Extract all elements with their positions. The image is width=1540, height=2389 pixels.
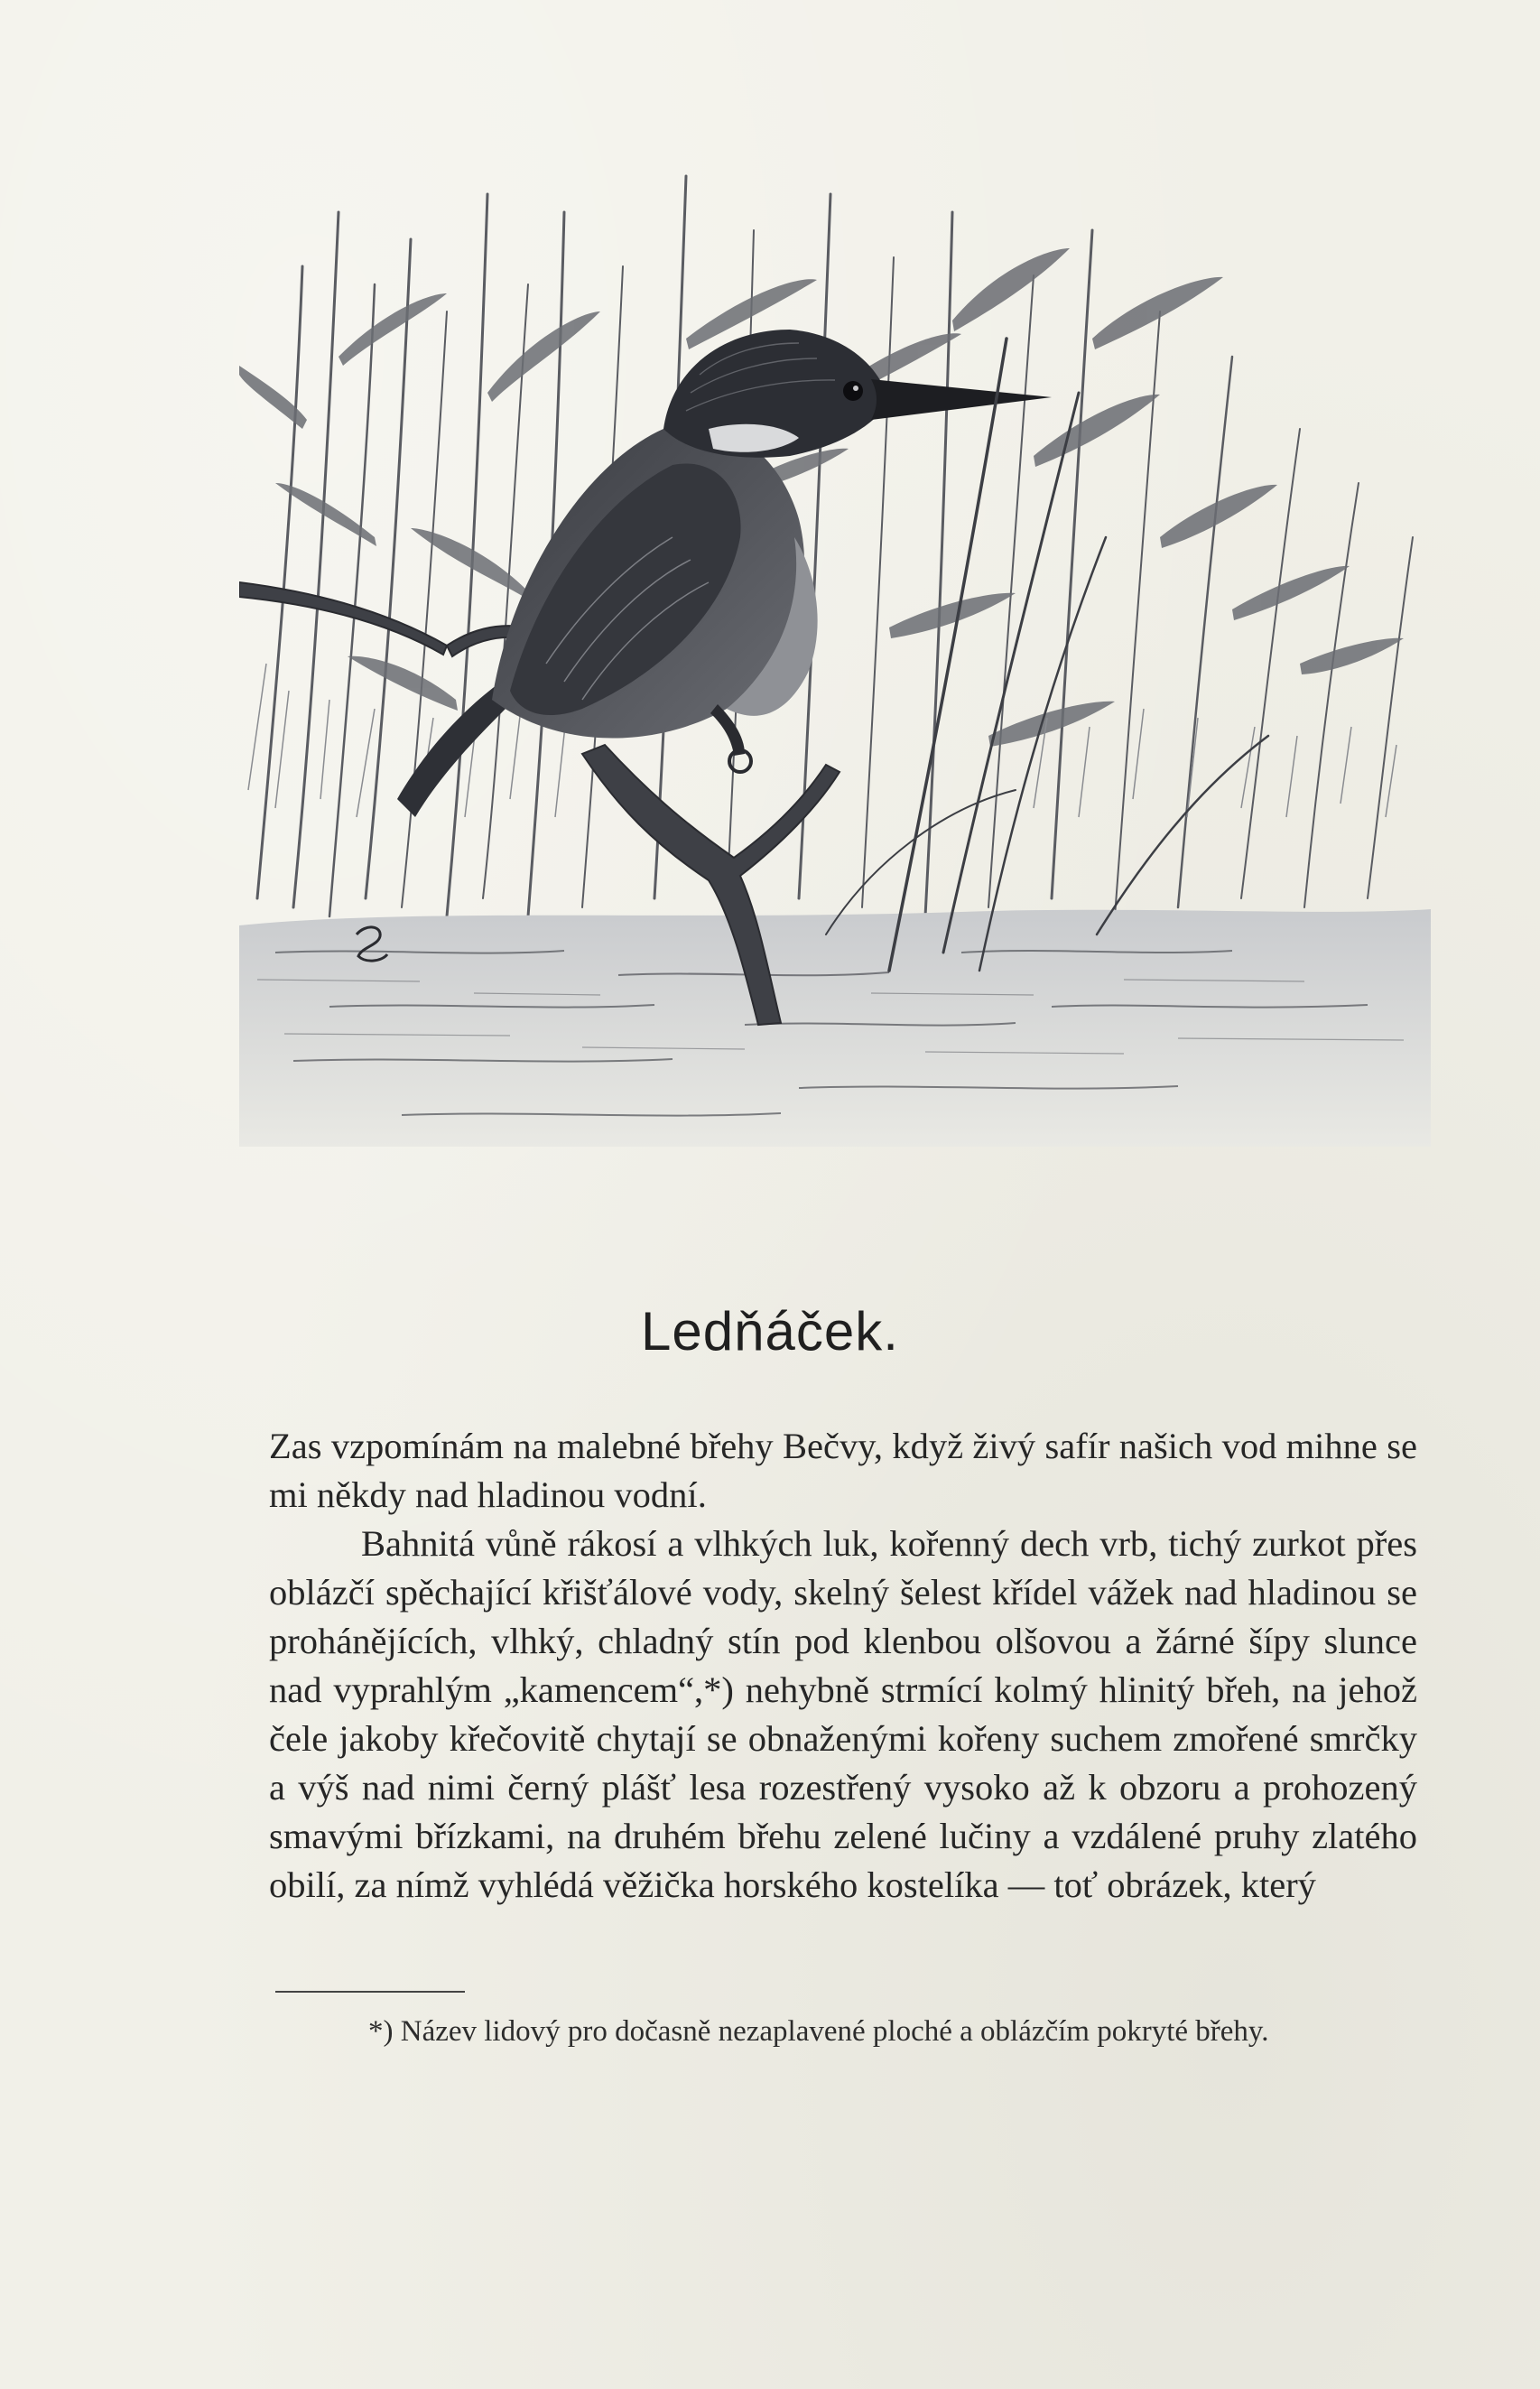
footnote-divider [275, 1991, 465, 1993]
page-title: Ledňáček. [641, 1301, 899, 1362]
footnote: *) Název lidový pro dočasně nezaplavené ploché a oblázčím pokryté břehy. [368, 2015, 1269, 2048]
water-surface [239, 909, 1431, 1147]
kingfisher-illustration [239, 158, 1431, 1147]
reed-leaves [239, 248, 1404, 747]
reed-background [257, 176, 1413, 916]
paragraph: Bahnitá vůně rákosí a vlhkých luk, kořenný dech vrb, tichý zurkot přes oblázčí spěchající křišťálové vody, skelný šelest křídel vážek nad hladinou se prohánějících, vlhký, chladný stín pod klenbou olšovou a žárné šípy slunce nad vyprahlým „kamencem“,*) nehybně strmící kolmý hlinitý břeh, na jehož čele jakoby křečovitě chytají se obnaženými kořeny suchem zmořené smrčky a výš nad nimi černý plášť lesa rozestřený vysoko až k obzoru a prohozený smavými břízkami, na druhém břehu zelené lučiny a vzdálené pruhy zlatého obilí, za nímž vyhlédá věžička horského kostelíka — toť obrázek, který [269, 1523, 1417, 1905]
article-body [269, 1422, 1417, 1910]
paragraph: Zas vzpomínám na malebné břehy Bečvy, když živý safír našich vod mihne se mi někdy nad hladinou vodní. [269, 1426, 1417, 1515]
